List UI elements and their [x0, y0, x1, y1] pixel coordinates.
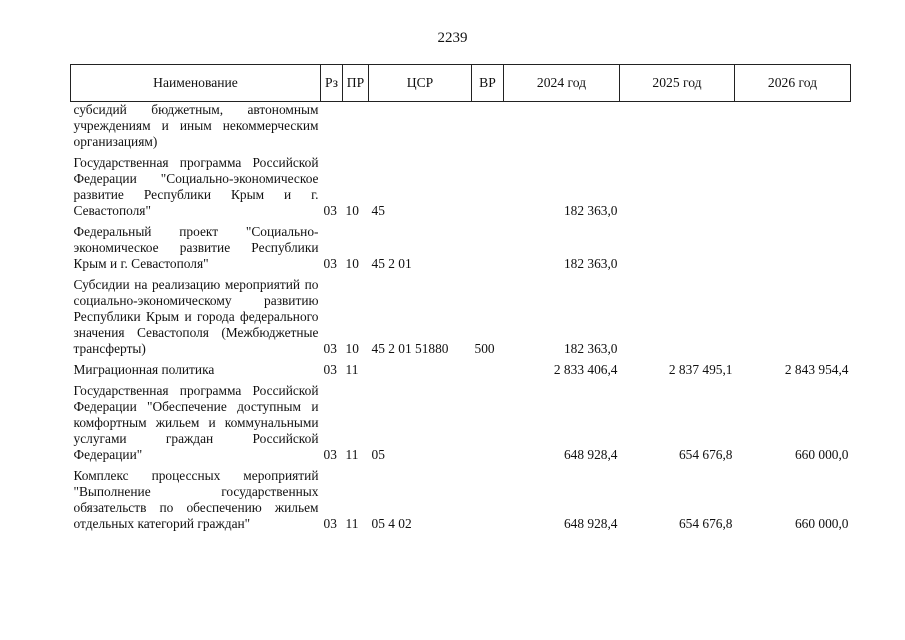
- row-rz: 03: [323, 516, 337, 531]
- table-row: [71, 277, 851, 362]
- header-2025: 2025 год: [620, 65, 735, 102]
- table-row: [71, 362, 851, 383]
- row-pr: 11: [345, 516, 359, 531]
- row-amount-2025: 2 837 495,1: [668, 362, 733, 377]
- row-rz: [321, 102, 343, 156]
- row-rz: 03: [323, 203, 337, 218]
- row-vr: [472, 102, 504, 156]
- row-vr: [472, 468, 504, 537]
- row-amount-2026: 660 000,0: [794, 516, 849, 531]
- row-vr: [472, 155, 504, 224]
- row-name: Субсидии на реализацию мероприятий по социально-экономическому развитию Республики Крым и города федерального значения Севастополя (Межбюджетные трансферты): [73, 277, 319, 356]
- row-name: Миграционная политика: [73, 362, 215, 377]
- table-header-row: [71, 65, 851, 102]
- row-amount-2026: [735, 224, 851, 277]
- row-vr: 500: [474, 341, 495, 356]
- row-csr: 45 2 01 51880: [371, 341, 449, 356]
- row-name: Комплекс процессных мероприятий "Выполнение государственных обязательств по обеспечению жильем отдельных категорий граждан": [73, 468, 319, 531]
- row-csr: 45: [371, 203, 385, 218]
- row-amount-2026: 660 000,0: [794, 447, 849, 462]
- row-amount-2025: [620, 155, 735, 224]
- row-rz: 03: [323, 341, 337, 356]
- row-name: субсидий бюджетным, автономным учреждениям и иным некоммерческим организациям): [73, 102, 319, 149]
- row-rz: 03: [323, 256, 337, 271]
- row-amount-2024: 648 928,4: [563, 447, 618, 462]
- row-pr: 10: [345, 256, 359, 271]
- row-amount-2024: 182 363,0: [563, 256, 618, 271]
- table-row: [71, 468, 851, 537]
- header-csr: ЦСР: [369, 65, 472, 102]
- row-amount-2024: 182 363,0: [563, 341, 618, 356]
- row-amount-2025: 654 676,8: [678, 447, 733, 462]
- header-2024: 2024 год: [504, 65, 620, 102]
- row-amount-2026: 2 843 954,4: [784, 362, 849, 377]
- row-pr: 10: [345, 341, 359, 356]
- header-pr: ПР: [343, 65, 369, 102]
- row-csr: 05 4 02: [371, 516, 412, 531]
- header-name: Наименование: [71, 65, 321, 102]
- row-csr: 05: [371, 447, 385, 462]
- header-2026: 2026 год: [735, 65, 851, 102]
- row-csr: [369, 362, 472, 383]
- row-pr: 11: [345, 362, 359, 377]
- row-amount-2024: 2 833 406,4: [553, 362, 618, 377]
- row-name: Государственная программа Российской Федерации "Обеспечение доступным и комфортным жильем и коммунальными услугами граждан Российской Федерации": [73, 383, 319, 462]
- row-amount-2025: [620, 224, 735, 277]
- table-row: [71, 224, 851, 277]
- row-rz: 03: [323, 362, 337, 377]
- header-rz: Рз: [321, 65, 343, 102]
- row-amount-2025: [620, 102, 735, 156]
- row-pr: 10: [345, 203, 359, 218]
- page-number: 2239: [437, 30, 468, 46]
- table-row: [71, 383, 851, 468]
- header-vr: ВР: [472, 65, 504, 102]
- row-pr: 11: [345, 447, 359, 462]
- table-row: [71, 102, 851, 156]
- row-csr: 45 2 01: [371, 256, 412, 271]
- row-vr: [472, 224, 504, 277]
- row-csr: [369, 102, 472, 156]
- row-amount-2024: 182 363,0: [563, 203, 618, 218]
- row-amount-2024: [504, 102, 620, 156]
- row-amount-2024: 648 928,4: [563, 516, 618, 531]
- table-row: [71, 155, 851, 224]
- row-amount-2026: [735, 277, 851, 362]
- row-pr: [343, 102, 369, 156]
- row-name: Федеральный проект "Социально-экономическое развитие Республики Крым и г. Севастополя": [73, 224, 319, 271]
- row-amount-2026: [735, 102, 851, 156]
- row-vr: [472, 362, 504, 383]
- row-rz: 03: [323, 447, 337, 462]
- budget-table: [70, 64, 851, 537]
- row-vr: [472, 383, 504, 468]
- row-amount-2025: 654 676,8: [678, 516, 733, 531]
- row-amount-2025: [620, 277, 735, 362]
- row-name: Государственная программа Российской Федерации "Социально-экономическое развитие Республики Крым и г. Севастополя": [73, 155, 319, 218]
- row-amount-2026: [735, 155, 851, 224]
